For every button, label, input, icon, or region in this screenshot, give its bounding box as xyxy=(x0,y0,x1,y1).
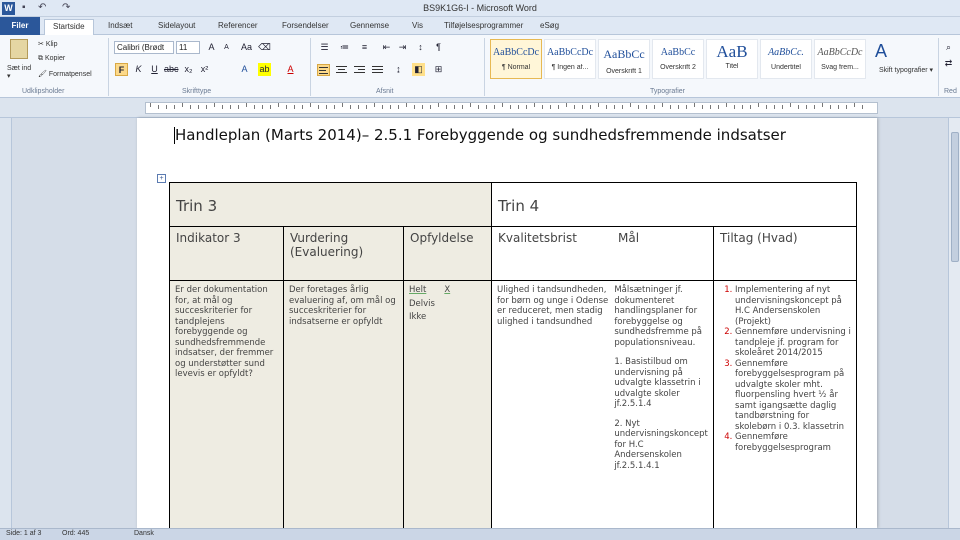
ruler-tick xyxy=(246,103,247,107)
format-painter-icon[interactable]: 🖌 xyxy=(38,71,47,78)
tab-sidelayout[interactable]: Sidelayout xyxy=(158,21,196,30)
vertical-ruler[interactable] xyxy=(0,118,12,528)
multilevel-list-icon[interactable]: ≡ xyxy=(361,42,368,52)
ruler-tick xyxy=(318,105,319,109)
ruler-tick xyxy=(814,105,815,109)
ruler-tick xyxy=(718,105,719,109)
subscript-icon[interactable]: x₂ xyxy=(184,64,193,74)
document-heading[interactable]: Handleplan (Marts 2014)– 2.5.1 Forebyggende og sundhedsfremmende indsatser xyxy=(175,126,786,144)
ruler-tick xyxy=(662,103,663,107)
ruler-tick xyxy=(454,105,455,109)
strikethrough-icon[interactable]: abc xyxy=(164,64,179,74)
ruler-tick xyxy=(206,105,207,109)
cut-icon[interactable]: ✂ xyxy=(38,41,44,48)
group-label-paragraph: Afsnit xyxy=(376,88,394,95)
align-center-icon[interactable] xyxy=(335,64,348,76)
change-case-icon[interactable]: Aa xyxy=(240,42,252,52)
italic-icon[interactable]: K xyxy=(135,64,142,74)
ruler-tick xyxy=(766,105,767,109)
sort-icon[interactable]: ↕ xyxy=(418,42,423,52)
tiltag-item: 4. Gennemføre forebyggelsesprogram xyxy=(735,432,851,453)
word-app-icon[interactable]: W xyxy=(2,2,15,15)
ruler-tick xyxy=(438,103,439,107)
style-normal[interactable]: AaBbCcDc ¶ Normal xyxy=(490,39,542,79)
table-move-handle-icon[interactable]: + xyxy=(157,174,166,183)
document-page[interactable] xyxy=(137,118,877,528)
ruler-tick xyxy=(470,103,471,107)
col-header-vurdering[interactable]: Vurdering (Evaluering) xyxy=(284,227,404,281)
tab-tilfoejelsesprogrammer[interactable]: Tilføjelsesprogrammer xyxy=(444,21,524,30)
paste-icon[interactable] xyxy=(10,39,28,59)
ruler-tick xyxy=(214,103,215,107)
col-header-kvalitetsbrist: Kvalitetsbrist xyxy=(498,231,577,245)
ruler-tick xyxy=(566,103,567,107)
col-header-opfyldelse[interactable]: Opfyldelse xyxy=(404,227,492,281)
opfyldelse-helt-mark: X xyxy=(444,285,451,295)
ruler-tick xyxy=(414,105,415,109)
ribbon-tabs xyxy=(0,17,960,35)
style-heading-2[interactable]: AaBbCc Overskrift 2 xyxy=(652,39,704,79)
style-subtle-emphasis[interactable]: AaBbCcDc Svag frem... xyxy=(814,39,866,79)
undo-icon[interactable]: ↶ xyxy=(38,2,47,13)
ruler-tick xyxy=(278,103,279,107)
maal-item: 2. Nyt undervisningskoncept for H.C Andersenskolen jf.2.5.1.4.1 xyxy=(614,418,708,471)
tab-referencer[interactable]: Referencer xyxy=(218,21,258,30)
clear-formatting-icon[interactable]: ⌫ xyxy=(258,42,271,52)
justify-icon[interactable] xyxy=(371,64,384,76)
ruler-tick xyxy=(390,105,391,109)
ruler-tick xyxy=(726,103,727,107)
ruler-tick xyxy=(350,105,351,109)
horizontal-ruler[interactable] xyxy=(0,98,960,118)
ruler-tick xyxy=(310,103,311,107)
underline-icon[interactable]: U xyxy=(151,64,158,74)
status-page[interactable]: Side: 1 af 3 xyxy=(6,530,42,537)
cut-button[interactable]: Klip xyxy=(45,41,58,48)
status-words[interactable]: Ord: 445 xyxy=(62,530,90,537)
style-no-spacing[interactable]: AaBbCcDc ¶ Ingen af... xyxy=(544,39,596,79)
header-trin-4[interactable]: Trin 4 xyxy=(492,183,857,227)
tab-gennemse[interactable]: Gennemse xyxy=(350,21,390,30)
ruler-tick xyxy=(582,105,583,109)
ruler-tick xyxy=(326,105,327,109)
ruler-tick xyxy=(790,103,791,107)
bullets-icon[interactable]: ☰ xyxy=(320,42,329,52)
ruler-tick xyxy=(430,105,431,109)
ruler-tick xyxy=(598,103,599,107)
ruler-tick xyxy=(230,105,231,109)
ruler-tick xyxy=(822,103,823,107)
superscript-icon[interactable]: x² xyxy=(200,64,209,74)
group-label-editing: Red xyxy=(944,88,957,95)
ruler-tick xyxy=(686,105,687,109)
tab-filer[interactable]: Filer xyxy=(0,17,40,35)
ruler-tick xyxy=(614,105,615,109)
tab-vis[interactable]: Vis xyxy=(412,21,423,30)
cell-opfyldelse[interactable] xyxy=(404,281,492,540)
font-size-field[interactable]: 11 xyxy=(176,41,200,54)
ruler-tick xyxy=(198,105,199,109)
ruler-tick xyxy=(638,105,639,109)
ruler-tick xyxy=(302,105,303,109)
ruler-tick xyxy=(630,103,631,107)
ruler-tick xyxy=(702,105,703,109)
borders-icon[interactable]: ⊞ xyxy=(434,64,443,74)
maal-item: 1. Basistilbud om undervisning på udvalgte klassetrin i udvalgte skoler jf.2.5.1.4 xyxy=(614,357,701,409)
tiltag-item: 2. Gennemføre undervisning i tandpleje jf. program for skoleåret 2014/2015 xyxy=(735,327,851,359)
group-label-styles: Typografier xyxy=(650,88,686,95)
ruler-tick xyxy=(254,105,255,109)
ruler-tick xyxy=(742,105,743,109)
decrease-indent-icon[interactable]: ⇤ xyxy=(382,42,391,52)
ruler-tick xyxy=(670,105,671,109)
style-subtitle[interactable]: AaBbCc. Undertitel xyxy=(760,39,812,79)
ruler-tick xyxy=(534,103,535,107)
action-plan-table xyxy=(169,182,857,540)
group-label-font: Skrifttype xyxy=(182,88,212,95)
ruler-tick xyxy=(502,103,503,107)
ruler-tick xyxy=(422,105,423,109)
style-title[interactable]: AaB Titel xyxy=(706,39,758,79)
ruler-tick xyxy=(366,105,367,109)
align-right-icon[interactable] xyxy=(353,64,366,76)
title-bar xyxy=(0,0,960,17)
shrink-font-icon[interactable]: A xyxy=(224,44,229,51)
ruler-tick xyxy=(158,105,159,109)
increase-indent-icon[interactable]: ⇥ xyxy=(398,42,407,52)
numbering-icon[interactable]: ≔ xyxy=(340,42,349,52)
ruler-tick xyxy=(838,105,839,109)
ruler-tick xyxy=(854,103,855,107)
opfyldelse-ikke: Ikke xyxy=(409,312,427,322)
change-styles-button[interactable]: Skift typografier ▾ xyxy=(878,67,934,74)
ruler-tick xyxy=(190,105,191,109)
bold-icon[interactable]: F xyxy=(115,63,128,76)
scrollbar-thumb[interactable] xyxy=(951,132,959,262)
ruler-tick xyxy=(398,105,399,109)
ruler-tick xyxy=(150,103,151,107)
ruler-tick xyxy=(518,105,519,109)
copy-icon[interactable]: ⧉ xyxy=(38,55,43,62)
ruler-tick xyxy=(510,105,511,109)
ruler-tick xyxy=(358,105,359,109)
vertical-scrollbar[interactable] xyxy=(948,118,960,528)
format-painter-button[interactable]: Formatpensel xyxy=(48,71,92,78)
tab-forsendelser[interactable]: Forsendelser xyxy=(282,21,329,30)
ruler-tick xyxy=(710,105,711,109)
ruler-tick xyxy=(782,105,783,109)
cell-tiltag[interactable] xyxy=(714,281,857,540)
shading-icon[interactable]: ◧ xyxy=(412,63,425,76)
highlight-icon[interactable]: ab xyxy=(259,64,270,74)
ruler-tick xyxy=(478,105,479,109)
ribbon xyxy=(0,35,960,98)
show-marks-icon[interactable]: ¶ xyxy=(436,42,441,52)
font-color-icon[interactable]: A xyxy=(287,64,294,74)
ruler-tick xyxy=(654,105,655,109)
copy-button[interactable]: Kopier xyxy=(44,55,66,62)
ruler-tick xyxy=(862,105,863,109)
opfyldelse-helt: Helt xyxy=(409,285,427,295)
line-spacing-icon[interactable]: ↨ xyxy=(396,64,401,74)
paste-button[interactable]: Sæt ind ▾ xyxy=(7,65,32,80)
tiltag-item: 1. Implementering af nyt undervisningskoncept på H.C Andersenskolen (Projekt) xyxy=(735,285,851,327)
font-name-field[interactable]: Calibri (Brødt xyxy=(114,41,174,54)
col-header-maal: Mål xyxy=(618,231,640,245)
opfyldelse-delvis: Delvis xyxy=(409,298,435,309)
ruler-tick xyxy=(526,105,527,109)
grow-font-icon[interactable]: A xyxy=(208,42,215,52)
ruler-tick xyxy=(830,105,831,109)
align-left-icon[interactable] xyxy=(317,64,330,76)
ruler-tick xyxy=(806,105,807,109)
ruler-tick xyxy=(694,103,695,107)
ruler-tick xyxy=(494,105,495,109)
ruler-tick xyxy=(374,103,375,107)
cell-indikator[interactable]: Er der dokumentation for, at mål og succeskriterier for tandplejens forebyggende og sundhedsfremmende indsatser, der fremmer og understøtter sund levevis er opfyldt? xyxy=(170,281,284,540)
tab-startside[interactable]: Startside xyxy=(44,19,94,35)
ruler-tick xyxy=(286,105,287,109)
col-header-indikator[interactable]: Indikator 3 xyxy=(170,227,284,281)
save-icon[interactable]: ▪ xyxy=(22,2,26,13)
change-styles-icon[interactable]: A xyxy=(874,41,887,61)
replace-icon[interactable]: ⇄ xyxy=(944,58,953,68)
ruler-tick xyxy=(734,105,735,109)
ruler-tick xyxy=(446,105,447,109)
ruler-tick xyxy=(382,105,383,109)
cell-vurdering[interactable]: Der foretages årlig evaluering af, om mål og succeskriterier for indsatserne er opfyldt xyxy=(284,281,404,540)
ruler-tick xyxy=(222,105,223,109)
ruler-tick xyxy=(750,105,751,109)
ruler-tick xyxy=(334,105,335,109)
ruler-tick xyxy=(550,105,551,109)
cell-kvalitetsbrist: Ulighed i tandsundheden, for børn og unge i Odense er reduceret, men stadig ulighed i tandsundhed xyxy=(497,285,609,327)
ruler-tick xyxy=(406,103,407,107)
status-language[interactable]: Dansk xyxy=(134,530,154,537)
ruler-tick xyxy=(774,105,775,109)
ruler-tick xyxy=(262,105,263,109)
ruler-tick xyxy=(166,105,167,109)
header-trin-3[interactable]: Trin 3 xyxy=(170,183,492,227)
ruler-tick xyxy=(542,105,543,109)
maal-item: Målsætninger jf. dokumenteret handlingsplaner for forebyggelse og sundhedsfremme på populationsniveau. xyxy=(614,285,702,348)
ruler-tick xyxy=(646,105,647,109)
ruler-tick xyxy=(622,105,623,109)
tab-esoeg[interactable]: eSøg xyxy=(540,21,560,30)
ruler-tick xyxy=(294,105,295,109)
ruler-tick xyxy=(182,103,183,107)
ruler-tick xyxy=(678,105,679,109)
style-heading-1[interactable]: AaBbCc Overskrift 1 xyxy=(598,39,650,79)
ruler-tick xyxy=(238,105,239,109)
ruler-tick xyxy=(606,105,607,109)
ruler-tick xyxy=(174,105,175,109)
redo-icon[interactable]: ↷ xyxy=(62,2,71,13)
window-title: BS9K1G6-I - Microsoft Word xyxy=(423,3,537,13)
tab-indsaet[interactable]: Indsæt xyxy=(108,21,133,30)
group-label-clipboard: Udklipsholder xyxy=(22,88,65,95)
ruler-tick xyxy=(462,105,463,109)
ruler-tick xyxy=(574,105,575,109)
col-header-tiltag[interactable]: Tiltag (Hvad) xyxy=(714,227,857,281)
ruler-tick xyxy=(342,103,343,107)
ruler-tick xyxy=(590,105,591,109)
status-bar xyxy=(0,528,960,540)
ruler-tick xyxy=(846,105,847,109)
ruler-tick xyxy=(558,105,559,109)
cell-maal xyxy=(614,285,708,480)
ruler-tick xyxy=(486,105,487,109)
ruler-tick xyxy=(798,105,799,109)
find-icon[interactable]: ⌕ xyxy=(945,42,952,52)
ruler-tick xyxy=(758,103,759,107)
tiltag-item: 3. Gennemføre forebyggelsesprogram på udvalgte skoler mht. fluorpensling hvert ½ år samt igangsætte daglig tandbørstning for skolebørn i 0.3. klassetrin xyxy=(735,359,851,433)
ruler-tick xyxy=(270,105,271,109)
text-effects-icon[interactable]: A xyxy=(241,64,248,74)
